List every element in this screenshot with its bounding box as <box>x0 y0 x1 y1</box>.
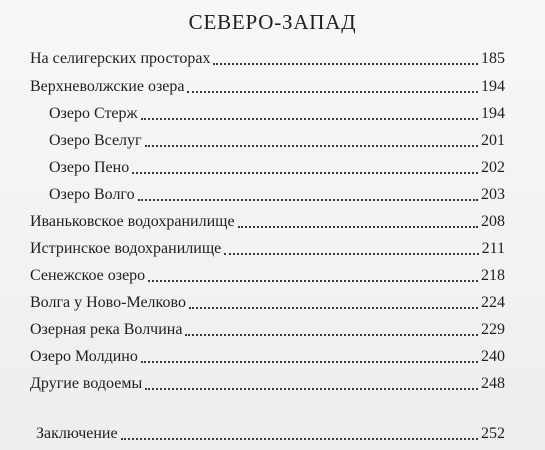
dot-leader <box>141 361 478 363</box>
toc-entry-page: 240 <box>481 348 505 365</box>
toc-entry-title: Другие водоемы <box>30 375 143 392</box>
section-title: СЕВЕРО-ЗАПАД <box>188 10 357 34</box>
toc-entry <box>30 343 505 367</box>
toc-entry-page: 194 <box>481 105 505 122</box>
toc-entry-title: Заключение <box>36 425 118 442</box>
toc-entry <box>30 235 505 259</box>
toc-entry-page: 208 <box>481 213 505 230</box>
toc-entry-page: 211 <box>481 240 505 257</box>
dot-leader <box>213 63 478 65</box>
toc-entry-title: На селигерских просторах <box>30 50 211 67</box>
dot-leader <box>138 199 478 201</box>
toc-entry-title: Верхневолжские озера <box>30 78 185 95</box>
toc-entry-title: Озеро Вселуг <box>49 132 142 149</box>
toc-entry-page: 248 <box>481 375 505 392</box>
toc-entry-page: 185 <box>481 50 505 67</box>
toc-subentry <box>49 181 505 205</box>
dot-leader <box>121 438 478 440</box>
toc-entry-title: Волга у Ново-Мелково <box>30 294 186 311</box>
toc-entry-title: Иваньковское водохранилище <box>30 213 235 230</box>
toc-entry-title: Истринское водохранилище <box>30 240 222 257</box>
toc-entry-title: Озеро Молдино <box>30 348 138 365</box>
toc-entry-title: Озеро Пено <box>49 159 130 176</box>
toc-entry-title: Озерная река Волчина <box>30 321 183 338</box>
toc-subentry <box>49 154 505 178</box>
dot-leader <box>141 118 478 120</box>
dot-leader <box>145 145 478 147</box>
toc-entry <box>30 289 505 313</box>
toc-subentry <box>49 100 505 124</box>
toc-entry <box>30 262 505 286</box>
toc-entry-title: Сенежское озеро <box>30 267 146 284</box>
toc-entry <box>30 316 505 340</box>
dot-leader <box>148 280 478 282</box>
toc-entry-page: 224 <box>481 294 505 311</box>
toc-entry-title: Озеро Стерж <box>49 105 138 122</box>
toc-entry-page: 194 <box>481 78 505 95</box>
toc-subentry <box>49 127 505 151</box>
toc-entry-page: 201 <box>481 132 505 149</box>
dot-leader <box>238 226 478 228</box>
toc-conclusion <box>36 420 505 444</box>
toc-entry-page: 203 <box>481 186 505 203</box>
toc-entry <box>30 73 505 97</box>
dot-leader <box>224 253 478 255</box>
dot-leader <box>189 307 478 309</box>
dot-leader <box>132 172 478 174</box>
dot-leader <box>187 91 478 93</box>
toc-entry <box>30 45 505 69</box>
dot-leader <box>145 388 478 390</box>
dot-leader <box>185 334 478 336</box>
toc-entry <box>30 370 505 394</box>
toc-entry-page: 218 <box>481 267 505 284</box>
toc-entry-page: 252 <box>481 425 505 442</box>
toc-entry-title: Озеро Волго <box>49 186 135 203</box>
toc-entry-page: 202 <box>481 159 505 176</box>
toc-entry-page: 229 <box>481 321 505 338</box>
toc-entry <box>30 208 505 232</box>
